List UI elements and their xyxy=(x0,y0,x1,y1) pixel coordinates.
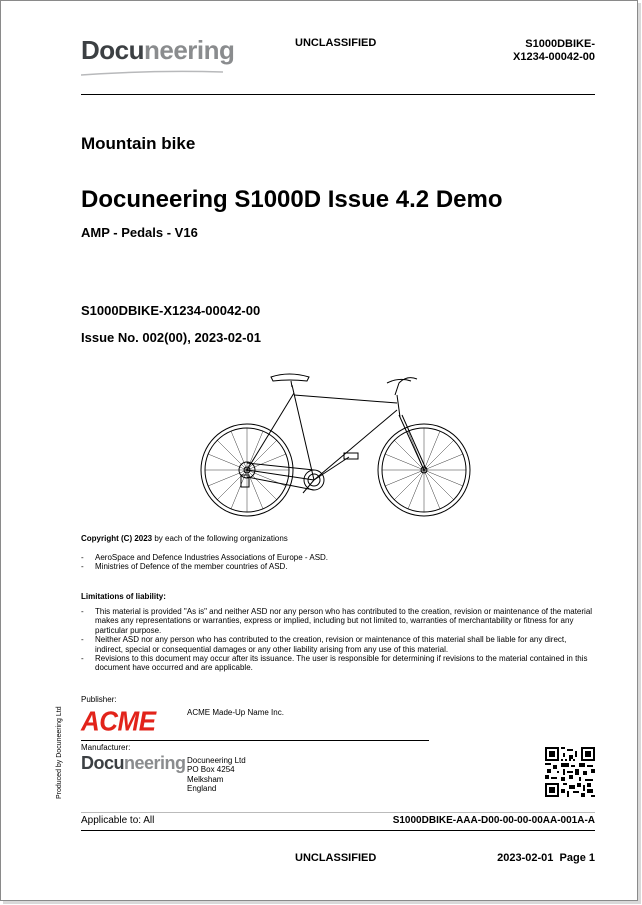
list-item: - Ministries of Defence of the member countries of ASD. xyxy=(81,562,596,571)
manufacturer-label: Manufacturer: xyxy=(81,743,131,752)
logo-swoosh xyxy=(81,63,223,69)
publisher-rule xyxy=(81,740,429,741)
produced-by-side-text: Produced by Docuneering Ltd xyxy=(56,706,63,799)
publisher-label: Publisher: xyxy=(81,695,117,704)
pm-code: S1000DBIKE-X1234-00042-00 xyxy=(81,303,261,318)
acme-logo: ACME xyxy=(81,705,156,737)
header-dm-code: S1000DBIKE- X1234-00042-00 xyxy=(513,38,595,63)
list-item: - This material is provided "As is" and neither ASD nor any person who has contributed to the creation, revision or maintenance of the material makes any representations or warranties, express or implied, including but not limited to, warranties of merchantability or fitness for any particular purpose. xyxy=(81,607,596,635)
page-title: Docuneering S1000D Issue 4.2 Demo xyxy=(81,186,503,213)
copyright-line: Copyright (C) 2023 by each of the following organizations xyxy=(81,534,288,543)
manufacturer-address: Docuneering Ltd PO Box 4254 Melksham England xyxy=(187,756,246,794)
applicability-rule xyxy=(81,812,595,813)
list-item: - Revisions to this document may occur after its issuance. The user is responsible for determining if revisions to the material contained in this document have occurred and are applicable. xyxy=(81,654,596,673)
bicycle-illustration xyxy=(199,365,474,525)
liability-heading: Limitations of liability: xyxy=(81,592,166,601)
subtitle: AMP - Pedals - V16 xyxy=(81,225,198,240)
footer-rule xyxy=(81,830,595,831)
manufacturer-logo: Docuneering xyxy=(81,753,186,773)
list-item: - Neither ASD nor any person who has contributed to the creation, revision or maintenance of this material shall be liable for any direct, indirect, special or consequential damages or any other liability arising from any use of this material. xyxy=(81,635,596,654)
issue-info: Issue No. 002(00), 2023-02-01 xyxy=(81,330,261,345)
qr-code xyxy=(545,747,595,797)
footer-classification: UNCLASSIFIED xyxy=(295,852,377,864)
publisher-name: ACME Made-Up Name Inc. xyxy=(187,708,284,717)
docuneering-logo: Docuneering xyxy=(81,35,235,65)
applicable-to: Applicable to: All xyxy=(81,815,155,826)
header-classification: UNCLASSIFIED xyxy=(295,37,377,49)
copyright-orgs-list xyxy=(81,553,596,572)
header-rule xyxy=(81,94,595,95)
subject: Mountain bike xyxy=(81,134,196,153)
list-item: - AeroSpace and Defence Industries Associations of Europe - ASD. xyxy=(81,553,596,562)
footer-date-page: 2023-02-01 Page 1 xyxy=(497,852,595,864)
liability-list xyxy=(81,607,596,673)
dm-code: S1000DBIKE-AAA-D00-00-00-00AA-001A-A xyxy=(392,815,595,826)
